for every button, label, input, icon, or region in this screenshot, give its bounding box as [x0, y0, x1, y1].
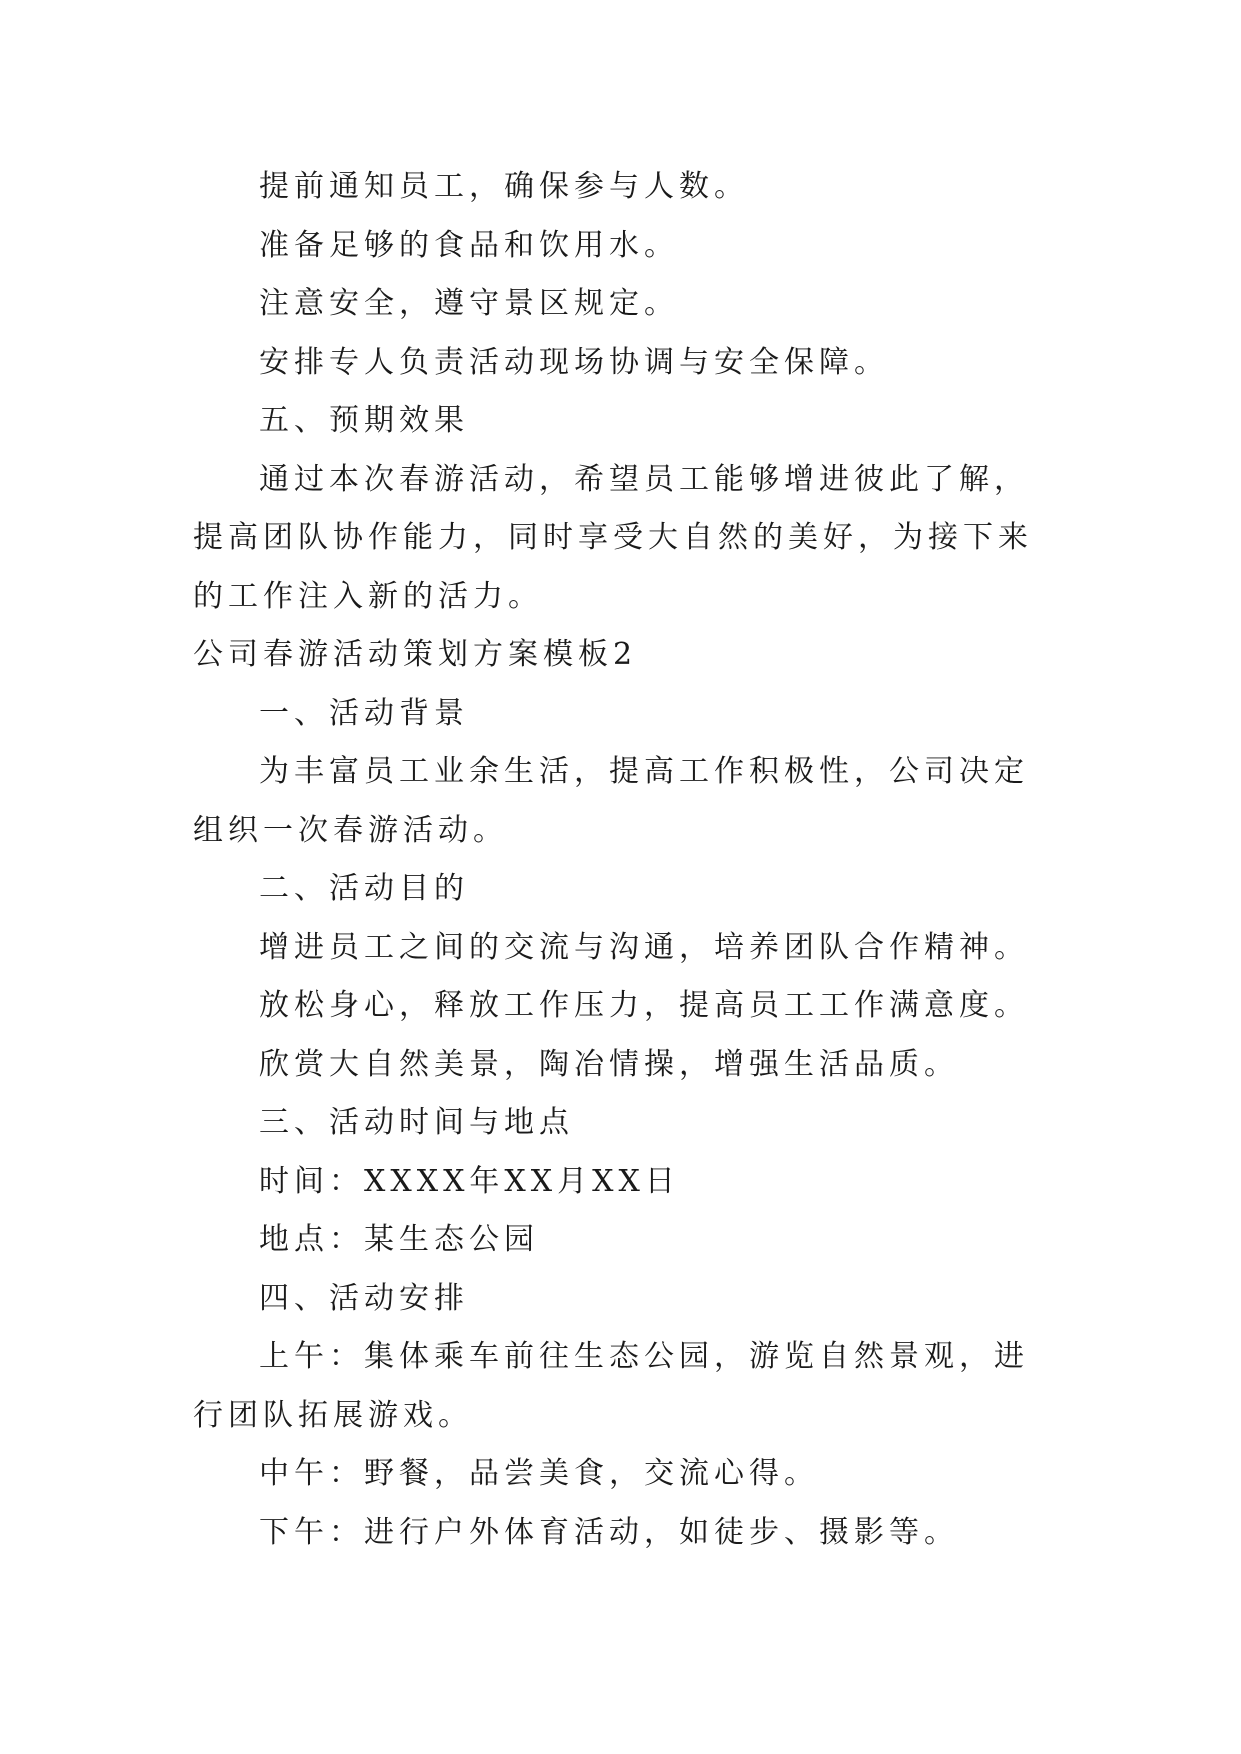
list-item: 准备足够的食品和饮用水。 — [259, 227, 679, 263]
list-item: 下午：进行户外体育活动，如徒步、摄影等。 — [259, 1514, 959, 1550]
list-item: 注意安全，遵守景区规定。 — [259, 286, 679, 321]
list-item: 地点：某生态公园 — [259, 1222, 539, 1257]
paragraph: 上午：集体乘车前往生态公园，游览自然景观，进行团队拓展游戏。 — [193, 1339, 1029, 1433]
list-item: 放松身心，释放工作压力，提高员工工作满意度。 — [259, 988, 1029, 1023]
section-heading: 四、活动安排 — [259, 1280, 469, 1316]
document-title: 公司春游活动策划方案模板2 — [193, 637, 638, 672]
list-item: 提前通知员工，确保参与人数。 — [259, 169, 749, 204]
paragraph: 通过本次春游活动，希望员工能够增进彼此了解，提高团队协作能力，同时享受大自然的美好，为接下来的工作注入新的活力。 — [193, 461, 1033, 614]
section-heading: 一、活动背景 — [259, 695, 469, 731]
section-heading: 二、活动目的 — [259, 871, 469, 906]
document-body — [193, 158, 1053, 1562]
section-heading: 五、预期效果 — [259, 403, 469, 438]
section-heading: 三、活动时间与地点 — [259, 1105, 574, 1140]
list-item: 时间：XXXX年XX月XX日 — [259, 1163, 680, 1199]
list-item: 增进员工之间的交流与沟通，培养团队合作精神。 — [259, 929, 1029, 965]
list-item: 中午：野餐，品尝美食，交流心得。 — [259, 1456, 819, 1491]
list-item: 安排专人负责活动现场协调与安全保障。 — [259, 344, 889, 380]
paragraph: 为丰富员工业余生活，提高工作积极性，公司决定组织一次春游活动。 — [193, 754, 1029, 848]
list-item: 欣赏大自然美景，陶冶情操，增强生活品质。 — [259, 1046, 959, 1082]
